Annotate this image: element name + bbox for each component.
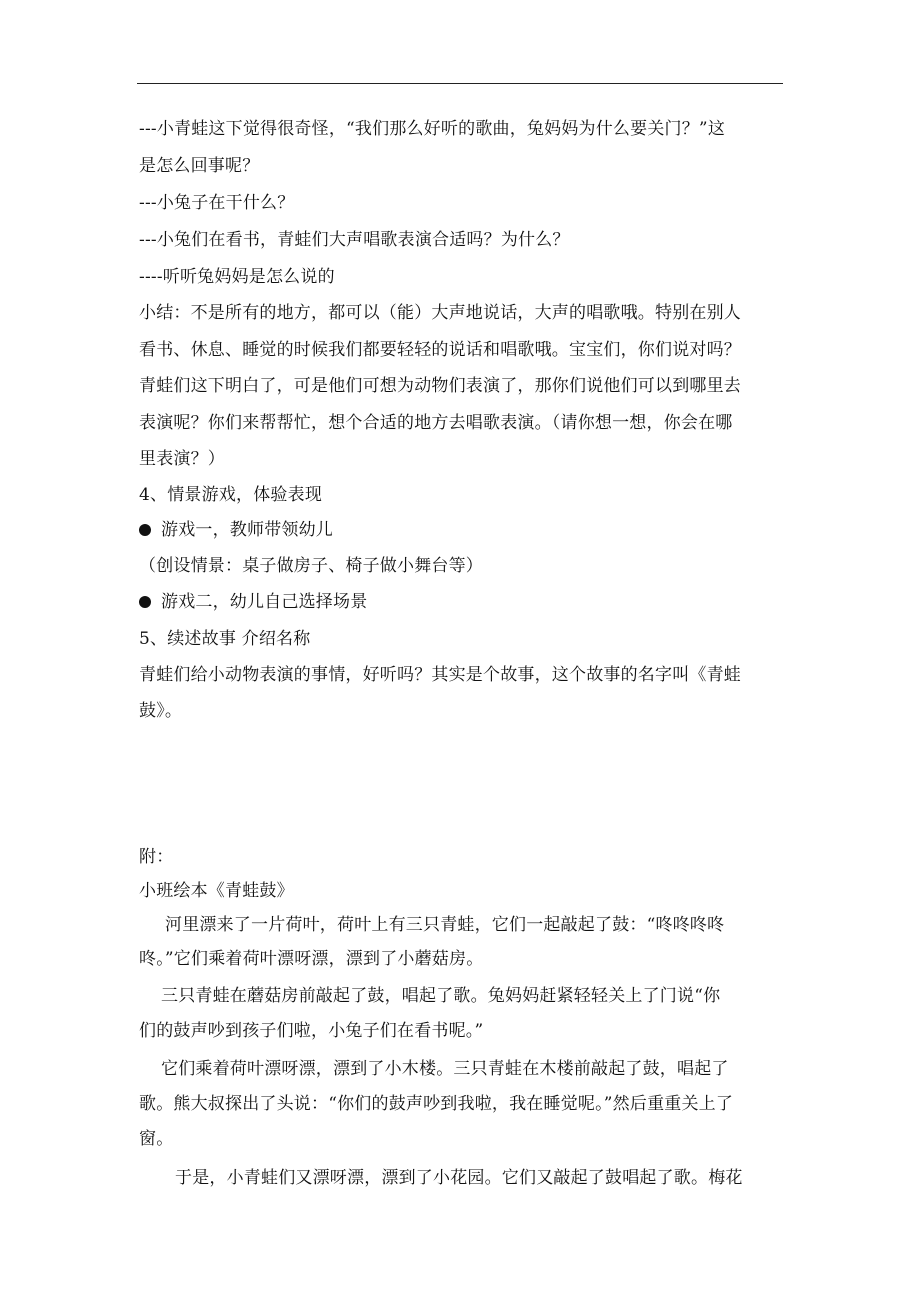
appendix-label: 附： <box>139 847 174 867</box>
text-line: ---小兔子在干什么？ <box>139 193 295 213</box>
text-line: 看书、休息、睡觉的时候我们都要轻轻的说话和唱歌哦。宝宝们，你们说对吗？ <box>139 340 741 360</box>
bullet-item <box>139 519 333 541</box>
text-line: ---小兔们在看书，青蛙们大声唱歌表演合适吗？为什么？ <box>139 230 570 250</box>
bullet-item <box>139 591 367 613</box>
section-heading: 5、续述故事 介绍名称 <box>139 629 311 649</box>
header-rule <box>137 83 783 84</box>
story-line: 三只青蛙在蘑菇房前敲起了鼓，唱起了歌。兔妈妈赶紧轻轻关上了门说“你 <box>161 986 721 1006</box>
story-line: 它们乘着荷叶漂呀漂，漂到了小木楼。三只青蛙在木楼前敲起了鼓，唱起了 <box>161 1059 729 1079</box>
text-line: 青蛙们这下明白了，可是他们可想为动物们表演了，那你们说他们可以到哪里去 <box>139 376 741 396</box>
story-line: 们的鼓声吵到孩子们啦，小兔子们在看书呢。” <box>139 1021 484 1041</box>
text-line: 里表演？） <box>139 449 225 469</box>
bullet-text: 游戏二，幼儿自己选择场景 <box>161 592 368 612</box>
story-line: 河里漂来了一片荷叶，荷叶上有三只青蛙，它们一起敲起了鼓：“咚咚咚咚 <box>165 915 725 935</box>
story-title: 小班绘本《青蛙鼓》 <box>139 881 294 901</box>
text-line: 青蛙们给小动物表演的事情，好听吗？其实是个故事，这个故事的名字叫《青蛙 <box>139 665 741 685</box>
story-line: 咚。”它们乘着荷叶漂呀漂，漂到了小蘑菇房。 <box>139 949 484 969</box>
text-line: 表演呢？你们来帮帮忙，想个合适的地方去唱歌表演。（请你想一想，你会在哪 <box>139 413 733 433</box>
section-heading: 4、情景游戏，体验表现 <box>139 485 323 505</box>
bullet-icon <box>139 524 151 536</box>
bullet-text: 游戏一，教师带领幼儿 <box>161 520 333 540</box>
text-line: ---小青蛙这下觉得很奇怪，“我们那么好听的歌曲，兔妈妈为什么要关门？”这 <box>139 119 726 139</box>
text-line: （创设情景：桌子做房子、椅子做小舞台等） <box>139 556 483 576</box>
story-line: 歌。熊大叔探出了头说：“你们的鼓声吵到我啦，我在睡觉呢。”然后重重关上了 <box>139 1094 734 1114</box>
bullet-icon <box>139 596 151 608</box>
text-line: 鼓》。 <box>139 701 183 721</box>
story-line: 于是，小青蛙们又漂呀漂，漂到了小花园。它们又敲起了鼓唱起了歌。梅花 <box>175 1168 743 1188</box>
story-line: 窗。 <box>139 1129 174 1149</box>
text-line: ----听听兔妈妈是怎么说的 <box>139 267 335 287</box>
text-line: 小结：不是所有的地方，都可以（能）大声地说话，大声的唱歌哦。特别在别人 <box>139 303 741 323</box>
text-line: 是怎么回事呢？ <box>139 156 260 176</box>
